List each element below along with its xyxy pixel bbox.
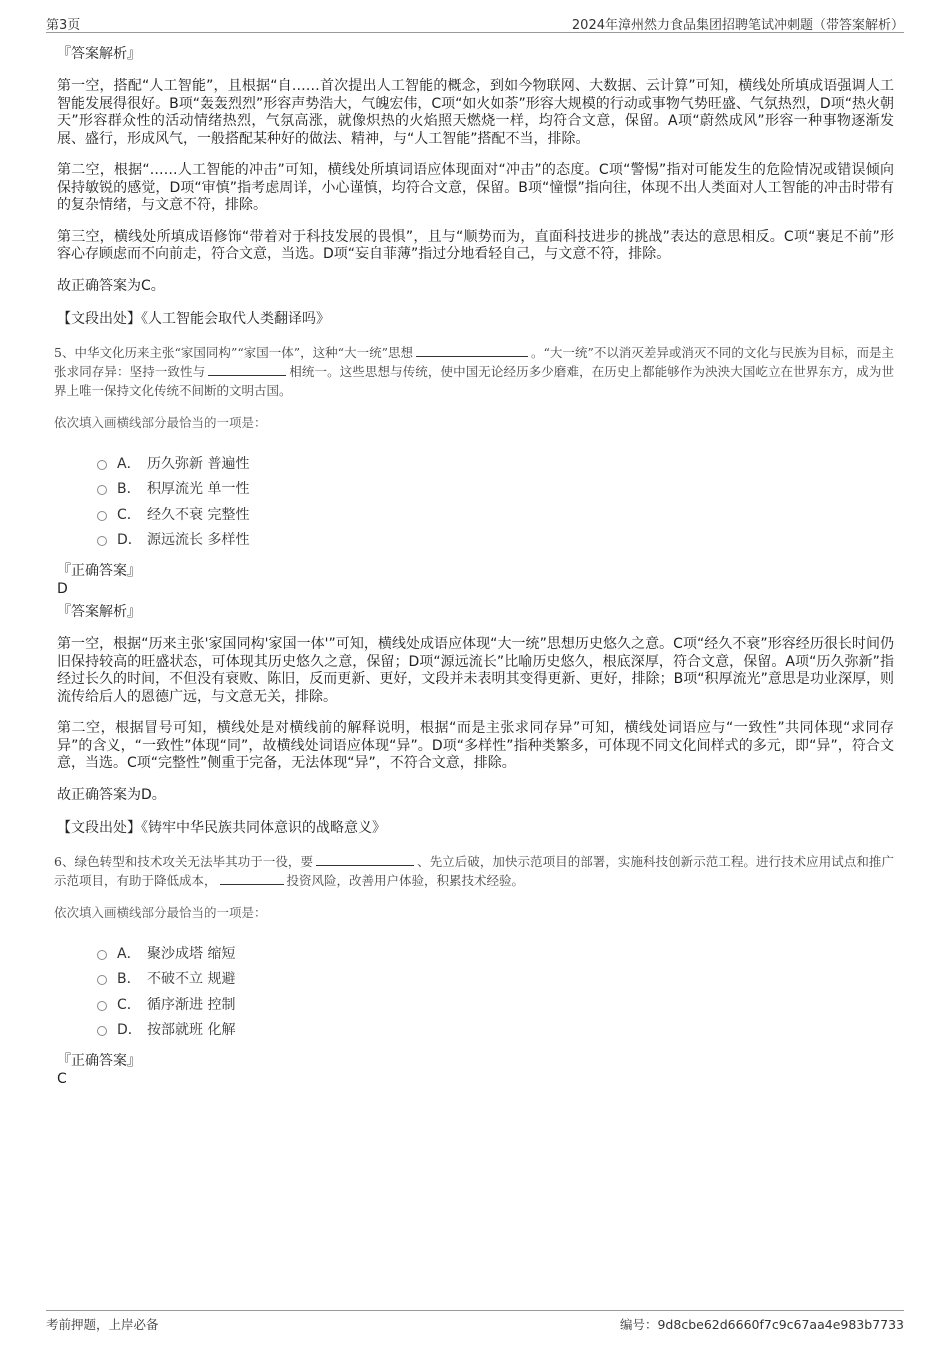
option-text: 不破不立 规避	[147, 971, 236, 988]
q5-options	[97, 450, 894, 552]
q5-option-a[interactable]	[97, 450, 894, 476]
document-id: 编号：9d8cbe62d6660f7c9c67aa4e983b7733	[619, 1317, 904, 1332]
option-text: 历久弥新 普遍性	[147, 455, 250, 472]
q6-blank-2	[220, 872, 284, 885]
q5-question	[54, 343, 894, 400]
q6-text-1: 6、绿色转型和技术攻关无法毕其功于一役，要	[54, 854, 314, 869]
q5-text-2: 。“大一统”不以消灭差异或消灭不同的文化与民族为目标，而是主张求同存异：坚持一致性与	[54, 345, 894, 379]
q5-prompt: 依次填入画横线部分最恰当的一项是：	[54, 415, 267, 430]
q4-source: 【文段出处】《人工智能会取代人类翻译吗》	[57, 311, 330, 327]
option-key: D．	[117, 1022, 142, 1039]
q6-question	[54, 852, 894, 890]
document-body	[54, 44, 894, 1092]
radio-icon[interactable]	[97, 536, 107, 546]
q4-analysis-label: 『答案解析』	[57, 46, 141, 62]
page-header	[46, 12, 904, 33]
q6-option-c[interactable]	[97, 991, 894, 1017]
radio-icon[interactable]	[97, 511, 107, 521]
page-number: 第3页	[46, 18, 81, 33]
option-key: A．	[117, 455, 141, 472]
radio-icon[interactable]	[97, 950, 107, 960]
q4-conclusion: 故正确答案为C。	[57, 277, 165, 294]
q5-conclusion: 故正确答案为D。	[57, 786, 166, 803]
q6-answer: C	[57, 1071, 67, 1087]
q6-option-b[interactable]	[97, 966, 894, 992]
radio-icon[interactable]	[97, 1001, 107, 1011]
radio-icon[interactable]	[97, 1026, 107, 1036]
q5-analysis-label: 『答案解析』	[57, 604, 141, 620]
option-key: D．	[117, 532, 142, 549]
q5-text-3: 相统一。这些思想与传统，使中国无论经历多少磨难，在历史上都能够作为泱泱大国屹立在世界东方，成为世界上唯一保持文化传统不间断的文明古国。	[54, 364, 894, 398]
q5-answer: D	[57, 581, 68, 597]
q5-option-d[interactable]	[97, 527, 894, 553]
radio-icon[interactable]	[97, 485, 107, 495]
footer-slogan: 考前押题，上岸必备	[46, 1317, 159, 1332]
option-key: C．	[117, 996, 141, 1013]
q5-blank-2	[208, 363, 286, 376]
q6-text-3: 投资风险，改善用户体验，积累技术经验。	[286, 873, 525, 888]
q6-options	[97, 940, 894, 1042]
q5-analysis-para-1: 第一空，根据“历来主张'家国同构'家国一体'”可知，横线处成语应体现“大一统”思想历史悠久之意。C项“经久不衰”形容经历很长时间仍旧保持较高的旺盛状态，可体现其历史悠久之意，保留；D项“源远流长”比喻历史悠久，根底深厚，符合文意，保留。A项“历久弥新”指经过长久的时间，不但没有衰败、陈旧，反而更新、更好，文段并未表明其变得更新、更好，排除；B项“积厚流光”意思是功业深厚，则流传给后人的恩德广远，与文意无关，排除。	[57, 636, 894, 705]
option-key: B．	[117, 481, 141, 498]
option-text: 经久不衰 完整性	[147, 506, 250, 523]
document-title: 2024年漳州然力食品集团招聘笔试冲刺题（带答案解析）	[571, 18, 904, 33]
q5-analysis-para-2: 第二空，根据冒号可知，横线处是对横线前的解释说明，根据“而是主张求同存异”可知，横线处词语应与“一致性”共同体现“求同存异”的含义，“一致性”体现“同”，故横线处词语应体现“异”。D项“多样性”指种类繁多，可体现不同文化间样式的多元，即“异”，符合文意，当选。C项“完整性”侧重于完备，无法体现“异”，不符合文意，排除。	[57, 720, 894, 771]
option-key: C．	[117, 506, 141, 523]
q4-analysis-para-3: 第三空，横线处所填成语修饰“带着对于科技发展的畏惧”，且与“顺势而为，直面科技进步的挑战”表达的意思相反。C项“裹足不前”形容心存顾虑而不向前走，符合文意，当选。D项“妄自菲薄”指过分地看轻自己，与文意不符，排除。	[57, 228, 894, 262]
q5-source: 【文段出处】《铸牢中华民族共同体意识的战略意义》	[57, 820, 386, 836]
option-key: A．	[117, 945, 141, 962]
radio-icon[interactable]	[97, 460, 107, 470]
q4-analysis-para-1: 第一空，搭配“人工智能”，且根据“自……首次提出人工智能的概念，到如今物联网、大数据、云计算”可知，横线处所填成语强调人工智能发展得很好。B项“轰轰烈烈”形容声势浩大，气魄宏伟，C项“如火如荼”形容大规模的行动或事物气势旺盛、气氛热烈，D项“热火朝天”形容群众性的活动情绪热烈，气氛高涨，就像炽热的火焰照天燃烧一样，均符合文意，保留。A项“蔚然成风”形容一种事物逐渐发展、盛行，形成风气，一般搭配某种好的做法、精神，与“人工智能”搭配不当，排除。	[57, 78, 894, 147]
option-text: 积厚流光 单一性	[147, 481, 250, 498]
option-text: 聚沙成塔 缩短	[147, 945, 236, 962]
q5-blank-1	[416, 344, 528, 357]
radio-icon[interactable]	[97, 975, 107, 985]
q6-option-d[interactable]	[97, 1017, 894, 1043]
option-key: B．	[117, 971, 141, 988]
q6-option-a[interactable]	[97, 940, 894, 966]
q5-text-1: 5、中华文化历来主张“家国同构”“家国一体”，这种“大一统”思想	[54, 345, 414, 360]
option-text: 按部就班 化解	[147, 1022, 236, 1039]
q6-prompt: 依次填入画横线部分最恰当的一项是：	[54, 905, 267, 920]
q5-answer-label: 『正确答案』	[57, 563, 141, 579]
q6-blank-1	[316, 853, 414, 866]
q5-option-b[interactable]	[97, 476, 894, 502]
q6-answer-label: 『正确答案』	[57, 1053, 141, 1069]
q5-option-c[interactable]	[97, 501, 894, 527]
page-footer	[46, 1310, 904, 1333]
option-text: 源远流长 多样性	[147, 532, 250, 549]
q4-analysis-para-2: 第二空，根据“……人工智能的冲击”可知，横线处所填词语应体现面对“冲击”的态度。C项“警惕”指对可能发生的危险情况或错误倾向保持敏锐的感觉，D项“审慎”指考虑周详，小心谨慎，均符合文意，保留。B项“憧憬”指向往，体现不出人类面对人工智能的冲击时带有的复杂情绪，与文意不符，排除。	[57, 162, 894, 213]
option-text: 循序渐进 控制	[147, 996, 236, 1013]
q6-text-2: 、先立后破，加快示范项目的部署，实施科技创新示范工程。进行技术应用试点和推广示范项目，有助于降低成本，	[54, 854, 894, 888]
